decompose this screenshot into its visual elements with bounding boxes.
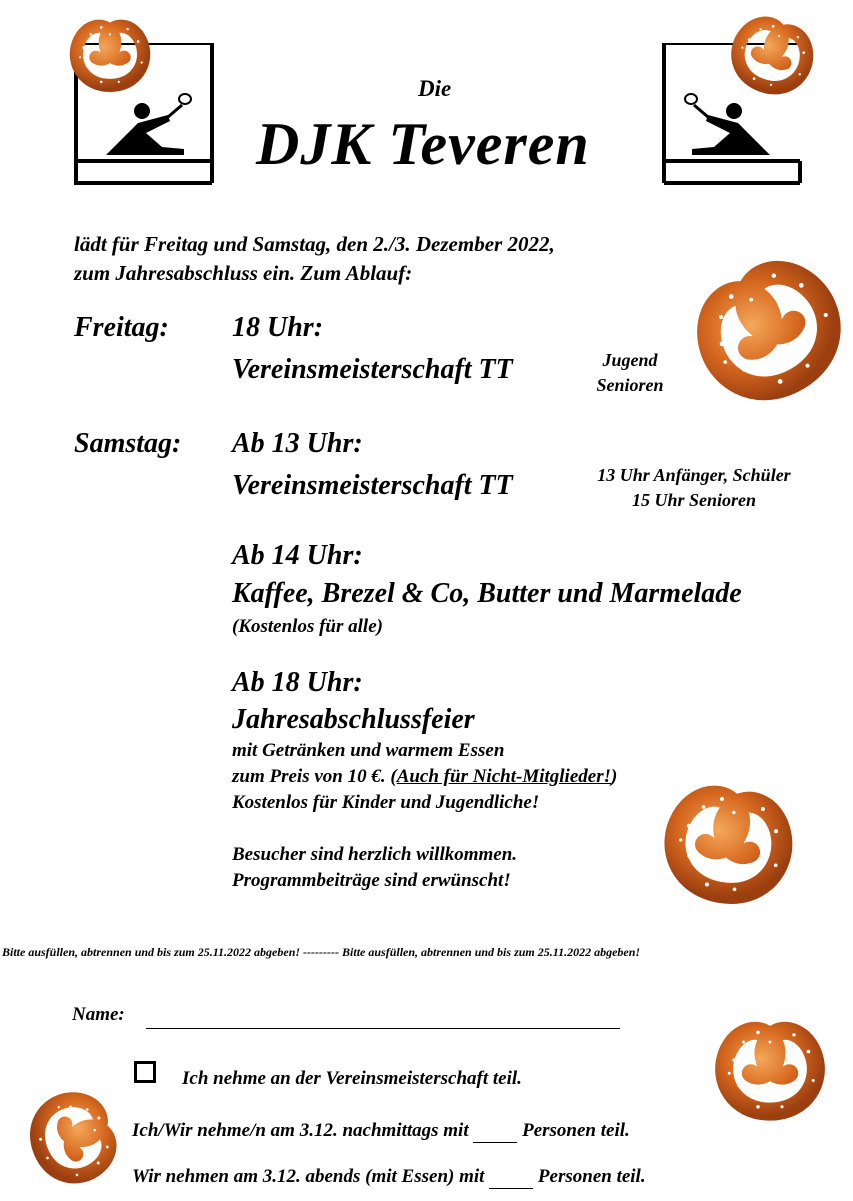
evening-count-field[interactable] <box>489 1166 533 1189</box>
price-text: zum Preis von 10 €. ( <box>232 766 397 787</box>
saturday-note-1 <box>566 463 822 513</box>
page-title: DJK Teveren <box>256 111 590 177</box>
friday-note-2: Senioren <box>596 375 664 395</box>
saturday-note-2: (Kostenlos für alle) <box>232 616 383 637</box>
name-label: Name: <box>72 1004 125 1025</box>
saturday-event-2: Kaffee, Brezel & Co, Butter und Marmelade <box>232 578 742 609</box>
intro-line-1: lädt für Freitag und Samstag, den 2./3. Dezember 2022, <box>74 232 555 256</box>
saturday-line-1: mit Getränken und warmem Essen <box>232 740 505 761</box>
pretzel-icon <box>640 770 818 910</box>
saturday-line-3: Kostenlos für Kinder und Jugendliche! <box>232 792 540 813</box>
pretzel-icon <box>60 8 160 96</box>
participation-checkbox[interactable] <box>134 1061 156 1083</box>
saturday-event-3: Jahresabschlussfeier <box>232 704 475 735</box>
evening-line <box>132 1166 646 1189</box>
friday-event: Vereinsmeisterschaft TT <box>232 354 513 385</box>
friday-note-1: Jugend <box>602 350 658 370</box>
pretzel-icon <box>26 1078 126 1196</box>
welcome-line-2: Programmbeiträge sind erwünscht! <box>232 870 511 891</box>
afternoon-suffix: Personen teil. <box>522 1120 630 1141</box>
welcome-line-1: Besucher sind herzlich willkommen. <box>232 844 518 865</box>
saturday-time-3: Ab 18 Uhr: <box>232 667 363 698</box>
checkbox-label: Ich nehme an der Vereinsmeisterschaft teil. <box>182 1068 522 1089</box>
saturday-note-1a: 13 Uhr Anfänger, Schüler <box>597 465 791 485</box>
price-suffix: ) <box>611 766 618 787</box>
saturday-line-2 <box>232 764 617 790</box>
afternoon-prefix: Ich/Wir nehme/n am 3.12. nachmittags mit <box>132 1120 469 1141</box>
intro-line-2: zum Jahresabschluss ein. Zum Ablauf: <box>74 261 413 285</box>
saturday-note-1b: 15 Uhr Senioren <box>631 490 757 510</box>
pretzel-icon <box>722 8 824 98</box>
saturday-time-2: Ab 14 Uhr: <box>232 540 363 571</box>
evening-prefix: Wir nehmen am 3.12. abends (mit Essen) mit <box>132 1166 485 1187</box>
pretzel-icon <box>688 232 846 422</box>
name-field[interactable] <box>146 1028 620 1029</box>
evening-suffix: Personen teil. <box>537 1166 646 1187</box>
saturday-time-1: Ab 13 Uhr: <box>232 428 363 459</box>
title-small: Die <box>418 76 452 101</box>
friday-time: 18 Uhr: <box>232 312 324 343</box>
pretzel-icon <box>696 1006 844 1126</box>
day-friday: Freitag: <box>74 312 169 343</box>
saturday-event-1: Vereinsmeisterschaft TT <box>232 470 513 501</box>
afternoon-line <box>132 1120 630 1143</box>
non-member-note: Auch für Nicht-Mitglieder! <box>396 766 611 787</box>
afternoon-count-field[interactable] <box>473 1120 517 1143</box>
day-saturday: Samstag: <box>74 428 182 459</box>
friday-note <box>586 348 674 398</box>
cut-line: Bitte ausfüllen, abtrennen und bis zum 25.11.2022 abgeben! --------- Bitte ausfüllen, abtrennen und bis zum 25.11.2022 abgeben! <box>2 945 641 959</box>
